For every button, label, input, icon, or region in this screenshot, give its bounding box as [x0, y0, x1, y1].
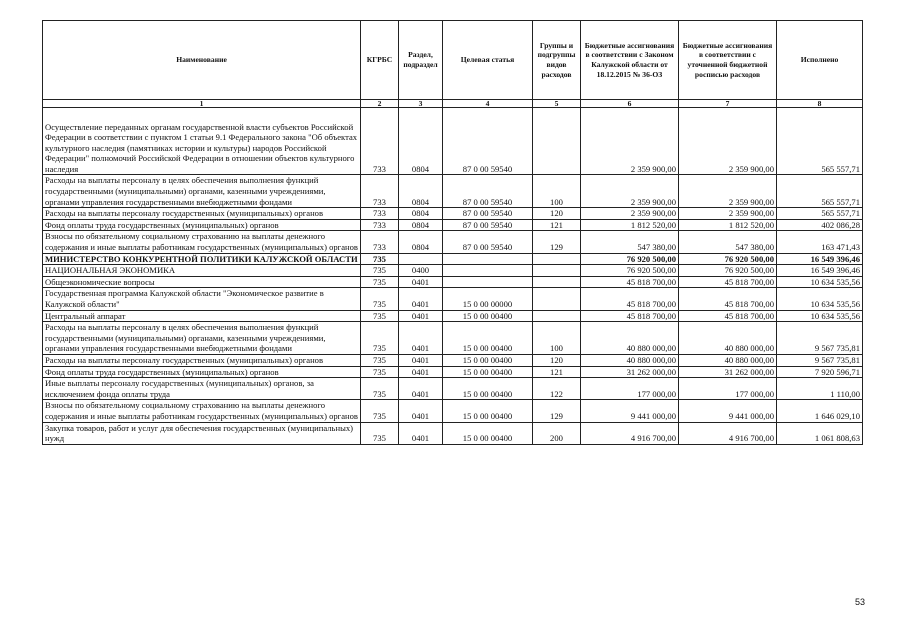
row-name: Взносы по обязательному социальному страхованию на выплаты денежного содержания и иные выплаты работникам государственных (муниципальных) органов — [43, 231, 361, 253]
column-number: 3 — [399, 100, 443, 108]
row-law-allocation: 547 380,00 — [581, 231, 679, 253]
row-executed: 565 557,71 — [777, 175, 863, 208]
row-law-allocation: 76 920 500,00 — [581, 265, 679, 277]
row-section: 0401 — [399, 422, 443, 444]
table-body — [43, 108, 863, 445]
table-row — [43, 422, 863, 444]
row-law-allocation: 76 920 500,00 — [581, 253, 679, 265]
row-executed: 163 471,43 — [777, 231, 863, 253]
row-expense-type: 100 — [533, 175, 581, 208]
row-kgrbs: 735 — [361, 310, 399, 322]
column-number: 7 — [679, 100, 777, 108]
column-number: 2 — [361, 100, 399, 108]
table-row — [43, 310, 863, 322]
row-section: 0804 — [399, 208, 443, 220]
row-expense-type — [533, 276, 581, 288]
row-target: 15 0 00 00400 — [443, 400, 533, 422]
row-target: 15 0 00 00000 — [443, 288, 533, 310]
row-kgrbs: 735 — [361, 378, 399, 400]
row-kgrbs: 735 — [361, 288, 399, 310]
row-kgrbs: 735 — [361, 322, 399, 355]
budget-table — [42, 20, 863, 445]
row-law-allocation: 31 262 000,00 — [581, 366, 679, 378]
row-expense-type: 122 — [533, 378, 581, 400]
row-kgrbs: 735 — [361, 354, 399, 366]
row-target: 87 0 00 59540 — [443, 175, 533, 208]
row-refined-allocation: 40 880 000,00 — [679, 354, 777, 366]
column-number: 5 — [533, 100, 581, 108]
row-executed: 10 634 535,56 — [777, 276, 863, 288]
row-expense-type: 129 — [533, 231, 581, 253]
row-executed: 7 920 596,71 — [777, 366, 863, 378]
row-law-allocation: 45 818 700,00 — [581, 288, 679, 310]
table-row — [43, 231, 863, 253]
row-expense-type: 100 — [533, 322, 581, 355]
row-section: 0401 — [399, 366, 443, 378]
header-target: Целевая статья — [443, 21, 533, 100]
column-number: 4 — [443, 100, 533, 108]
column-number: 6 — [581, 100, 679, 108]
row-target — [443, 265, 533, 277]
row-name: Расходы на выплаты персоналу государственных (муниципальных) органов — [43, 208, 361, 220]
header-law-allocations: Бюджетные ассигнования в соответствии с Законом Калужской области от 18.12.2015 № 36-ОЗ — [581, 21, 679, 100]
row-executed: 10 634 535,56 — [777, 288, 863, 310]
header-name: Наименование — [43, 21, 361, 100]
table-row — [43, 122, 863, 175]
row-kgrbs: 735 — [361, 253, 399, 265]
row-name: Взносы по обязательному социальному страхованию на выплаты денежного содержания и иные выплаты работникам государственных (муниципальных) органов — [43, 400, 361, 422]
table-row — [43, 366, 863, 378]
row-section: 0401 — [399, 400, 443, 422]
row-refined-allocation: 2 359 900,00 — [679, 175, 777, 208]
row-target: 15 0 00 00400 — [443, 310, 533, 322]
header-kgrbs: КГРБС — [361, 21, 399, 100]
column-number: 1 — [43, 100, 361, 108]
row-expense-type: 120 — [533, 354, 581, 366]
row-expense-type: 121 — [533, 366, 581, 378]
row-law-allocation: 2 359 900,00 — [581, 208, 679, 220]
row-kgrbs: 733 — [361, 175, 399, 208]
row-section: 0401 — [399, 276, 443, 288]
row-executed: 9 567 735,81 — [777, 354, 863, 366]
row-kgrbs: 733 — [361, 122, 399, 175]
row-kgrbs: 733 — [361, 231, 399, 253]
row-name: Общеэкономические вопросы — [43, 276, 361, 288]
row-expense-type: 121 — [533, 219, 581, 231]
row-expense-type: 129 — [533, 400, 581, 422]
row-section: 0401 — [399, 354, 443, 366]
row-kgrbs: 735 — [361, 265, 399, 277]
row-law-allocation: 9 441 000,00 — [581, 400, 679, 422]
row-refined-allocation: 45 818 700,00 — [679, 310, 777, 322]
row-name: НАЦИОНАЛЬНАЯ ЭКОНОМИКА — [43, 265, 361, 277]
row-section: 0804 — [399, 231, 443, 253]
table-row — [43, 378, 863, 400]
row-section: 0401 — [399, 322, 443, 355]
row-refined-allocation: 9 441 000,00 — [679, 400, 777, 422]
row-name: Расходы на выплаты персоналу в целях обеспечения выполнения функций государственными (муниципальными) органами, казенными учреждениями, органами управления государственными внебюджетными фондами — [43, 322, 361, 355]
row-target: 15 0 00 00400 — [443, 422, 533, 444]
row-expense-type: 200 — [533, 422, 581, 444]
row-refined-allocation: 177 000,00 — [679, 378, 777, 400]
row-refined-allocation: 4 916 700,00 — [679, 422, 777, 444]
row-name: Закупка товаров, работ и услуг для обеспечения государственных (муниципальных) нужд — [43, 422, 361, 444]
row-expense-type — [533, 122, 581, 175]
table-row — [43, 322, 863, 355]
table-row — [43, 288, 863, 310]
row-target: 87 0 00 59540 — [443, 208, 533, 220]
row-target: 87 0 00 59540 — [443, 231, 533, 253]
row-target — [443, 253, 533, 265]
table-row — [43, 265, 863, 277]
row-name: Фонд оплаты труда государственных (муниципальных) органов — [43, 366, 361, 378]
table-row — [43, 354, 863, 366]
table-row — [43, 175, 863, 208]
row-executed: 1 061 808,63 — [777, 422, 863, 444]
row-section: 0804 — [399, 219, 443, 231]
row-section: 0804 — [399, 175, 443, 208]
row-refined-allocation: 2 359 900,00 — [679, 208, 777, 220]
row-executed: 10 634 535,56 — [777, 310, 863, 322]
row-refined-allocation: 45 818 700,00 — [679, 276, 777, 288]
row-expense-type — [533, 310, 581, 322]
row-executed: 16 549 396,46 — [777, 265, 863, 277]
row-expense-type — [533, 288, 581, 310]
row-refined-allocation: 2 359 900,00 — [679, 122, 777, 175]
table-row-ministry — [43, 253, 863, 265]
row-section: 0401 — [399, 288, 443, 310]
row-expense-type: 120 — [533, 208, 581, 220]
header-refined-allocations: Бюджетные ассигнования в соответствии с уточненной бюджетной росписью расходов — [679, 21, 777, 100]
row-refined-allocation: 1 812 520,00 — [679, 219, 777, 231]
row-refined-allocation: 40 880 000,00 — [679, 322, 777, 355]
row-law-allocation: 1 812 520,00 — [581, 219, 679, 231]
spacer-row — [43, 108, 863, 122]
row-law-allocation: 40 880 000,00 — [581, 354, 679, 366]
row-target: 15 0 00 00400 — [443, 322, 533, 355]
row-executed: 402 086,28 — [777, 219, 863, 231]
row-section — [399, 253, 443, 265]
row-expense-type — [533, 253, 581, 265]
column-number: 8 — [777, 100, 863, 108]
row-section: 0401 — [399, 378, 443, 400]
row-name: Осуществление переданных органам государственной власти субъектов Российской Федерации в соответствии с пунктом 1 статьи 9.1 Федерального закона "Об объектах культурного наследия (памятниках истории и культуры) народов Российской Федерации" полномочий Российской Федерации в отношении объектов культурного наследия — [43, 122, 361, 175]
row-section: 0401 — [399, 310, 443, 322]
row-law-allocation: 45 818 700,00 — [581, 276, 679, 288]
row-law-allocation: 2 359 900,00 — [581, 122, 679, 175]
header-expense-type: Группы и подгруппы видов расходов — [533, 21, 581, 100]
row-name: МИНИСТЕРСТВО КОНКУРЕНТНОЙ ПОЛИТИКИ КАЛУЖСКОЙ ОБЛАСТИ — [43, 253, 361, 265]
row-executed: 565 557,71 — [777, 122, 863, 175]
header-row — [43, 21, 863, 100]
row-kgrbs: 733 — [361, 208, 399, 220]
row-law-allocation: 2 359 900,00 — [581, 175, 679, 208]
row-law-allocation: 45 818 700,00 — [581, 310, 679, 322]
row-executed: 9 567 735,81 — [777, 322, 863, 355]
row-target — [443, 276, 533, 288]
row-name: Государственная программа Калужской области "Экономическое развитие в Калужской области" — [43, 288, 361, 310]
row-target: 15 0 00 00400 — [443, 378, 533, 400]
row-section: 0804 — [399, 122, 443, 175]
row-target: 87 0 00 59540 — [443, 219, 533, 231]
row-refined-allocation: 547 380,00 — [679, 231, 777, 253]
page-number: 53 — [854, 597, 865, 607]
row-kgrbs: 735 — [361, 422, 399, 444]
row-kgrbs: 735 — [361, 276, 399, 288]
row-name: Иные выплаты персоналу государственных (муниципальных) органов, за исключением фонда оплаты труда — [43, 378, 361, 400]
table-row — [43, 219, 863, 231]
header-section: Раздел, подраздел — [399, 21, 443, 100]
row-refined-allocation: 45 818 700,00 — [679, 288, 777, 310]
row-law-allocation: 177 000,00 — [581, 378, 679, 400]
row-expense-type — [533, 265, 581, 277]
row-executed: 565 557,71 — [777, 208, 863, 220]
row-section: 0400 — [399, 265, 443, 277]
row-name: Расходы на выплаты персоналу государственных (муниципальных) органов — [43, 354, 361, 366]
row-name: Расходы на выплаты персоналу в целях обеспечения выполнения функций государственными (муниципальными) органами, казенными учреждениями, органами управления государственными внебюджетными фондами — [43, 175, 361, 208]
row-target: 15 0 00 00400 — [443, 366, 533, 378]
row-target: 87 0 00 59540 — [443, 122, 533, 175]
header-executed: Исполнено — [777, 21, 863, 100]
row-kgrbs: 733 — [361, 219, 399, 231]
row-kgrbs: 735 — [361, 366, 399, 378]
row-refined-allocation: 31 262 000,00 — [679, 366, 777, 378]
column-number-row — [43, 100, 863, 108]
row-executed: 16 549 396,46 — [777, 253, 863, 265]
row-law-allocation: 40 880 000,00 — [581, 322, 679, 355]
row-executed: 1 646 029,10 — [777, 400, 863, 422]
row-refined-allocation: 76 920 500,00 — [679, 253, 777, 265]
row-name: Центральный аппарат — [43, 310, 361, 322]
table-row — [43, 400, 863, 422]
table-row — [43, 208, 863, 220]
row-name: Фонд оплаты труда государственных (муниципальных) органов — [43, 219, 361, 231]
row-target: 15 0 00 00400 — [443, 354, 533, 366]
row-executed: 1 110,00 — [777, 378, 863, 400]
table-row — [43, 276, 863, 288]
row-kgrbs: 735 — [361, 400, 399, 422]
row-law-allocation: 4 916 700,00 — [581, 422, 679, 444]
row-refined-allocation: 76 920 500,00 — [679, 265, 777, 277]
